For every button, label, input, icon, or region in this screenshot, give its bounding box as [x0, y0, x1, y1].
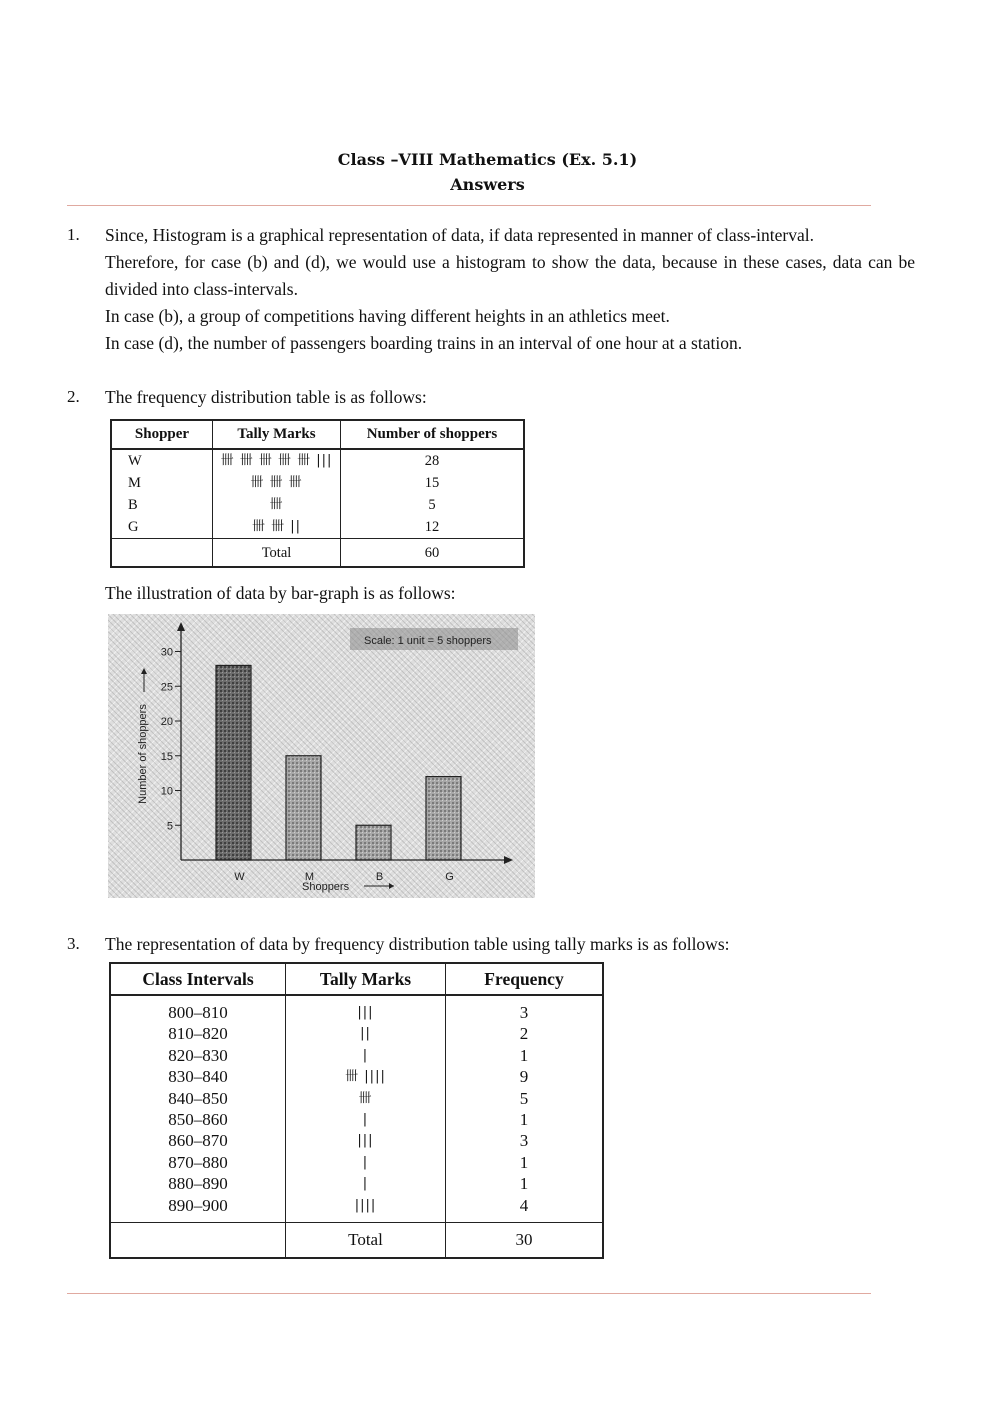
q1-number: 1. [67, 225, 80, 244]
tally-cell: |||| [286, 1195, 446, 1223]
class-interval-frequency-table [109, 962, 604, 1259]
bar-b [356, 825, 391, 860]
count-cell: 5 [428, 497, 436, 513]
y-axis-ticks [161, 647, 181, 833]
table-row [111, 516, 524, 539]
interval-cell: 800–810 [110, 995, 286, 1023]
shopper-frequency-table [110, 419, 525, 568]
tally-cell: | [286, 1109, 446, 1130]
tally-cell: | [286, 1173, 446, 1194]
bar-graph-intro: The illustration of data by bar-graph is as follows: [105, 583, 456, 603]
y-tick-label: 15 [160, 750, 173, 763]
table-header: Tally Marks [286, 963, 446, 995]
frequency-cell: 5 [519, 1088, 529, 1108]
table-row [110, 1195, 603, 1223]
table-row [110, 1023, 603, 1044]
top-divider [67, 205, 871, 206]
y-tick-label: 30 [160, 646, 173, 659]
q3-intro: The representation of data by frequency distribution table using tally marks is as follows: [105, 934, 730, 954]
tally-cell: 卌 |||| [286, 1066, 446, 1087]
count-cell: 12 [424, 519, 440, 535]
table-header: Number of shoppers [341, 420, 525, 449]
table-header: Shopper [111, 420, 213, 449]
tally-cell: 卌 卌 卌 [213, 472, 341, 494]
scale-note: Scale: 1 unit = 5 shoppers [364, 635, 492, 647]
frequency-cell: 1 [519, 1110, 529, 1130]
bottom-divider [67, 1293, 871, 1294]
bar-w [216, 665, 251, 860]
bar-chart-svg [108, 614, 535, 898]
bar-m [286, 756, 321, 860]
interval-cell: 860–870 [110, 1130, 286, 1151]
interval-cell: 890–900 [110, 1195, 286, 1223]
page-title: Class –VIII Mathematics (Ex. 5.1) [337, 150, 638, 169]
q1-line: Therefore, for case (b) and (d), we would use a histogram to show the data, because in these cases, data can be divided into class-intervals. [105, 252, 915, 299]
interval-cell: 880–890 [110, 1173, 286, 1194]
category-label: G [445, 871, 454, 883]
frequency-cell: 1 [519, 1174, 529, 1194]
frequency-cell: 3 [519, 1003, 529, 1022]
table-row [110, 1045, 603, 1066]
category-label: W [234, 871, 245, 883]
count-cell: 28 [424, 453, 440, 469]
q1-answer [105, 222, 915, 357]
frequency-cell: 9 [519, 1067, 529, 1087]
y-label-arrowhead [141, 668, 147, 674]
interval-cell: 850–860 [110, 1109, 286, 1130]
total-label: Total [213, 539, 341, 568]
table-header: Frequency [446, 963, 604, 995]
table-row [111, 449, 524, 472]
y-tick-label: 10 [160, 785, 173, 798]
table-total-row [111, 539, 524, 568]
table-row [110, 1088, 603, 1109]
table-row [111, 494, 524, 516]
shopper-bar-chart [108, 614, 535, 898]
y-tick-label: 5 [166, 820, 173, 833]
tally-cell: | [286, 1045, 446, 1066]
frequency-cell: 1 [519, 1045, 529, 1065]
frequency-cell: 4 [519, 1195, 529, 1215]
x-axis-arrowhead [504, 856, 513, 864]
tally-cell: ||| [286, 1130, 446, 1151]
shopper-cell: B [111, 494, 213, 516]
bar-g [426, 777, 461, 860]
table-total-row [110, 1223, 603, 1259]
total-value: 30 [446, 1223, 604, 1259]
tally-cell: 卌 卌 卌 卌 卌 ||| [213, 449, 341, 472]
table-row [111, 472, 524, 494]
table-row [110, 1173, 603, 1194]
interval-cell: 830–840 [110, 1066, 286, 1087]
frequency-cell: 2 [519, 1024, 529, 1044]
interval-cell: 810–820 [110, 1023, 286, 1044]
tally-cell: | [286, 1152, 446, 1173]
y-axis-label: Number of shoppers [137, 704, 149, 804]
frequency-cell: 3 [519, 1131, 529, 1151]
y-axis-arrowhead [177, 622, 185, 631]
tally-cell: 卌 [286, 1088, 446, 1109]
tally-cell: 卌 卌 || [213, 516, 341, 539]
q2-intro: The frequency distribution table is as follows: [105, 387, 427, 407]
page-subtitle: Answers [450, 175, 525, 194]
tally-cell: 卌 [213, 494, 341, 516]
interval-cell: 820–830 [110, 1045, 286, 1066]
shopper-cell: M [111, 472, 213, 494]
y-tick-label: 20 [160, 716, 173, 728]
q2-number: 2. [67, 387, 80, 406]
table-row [110, 1130, 603, 1151]
category-label: B [375, 871, 384, 883]
interval-cell: 840–850 [110, 1088, 286, 1109]
shopper-cell: G [111, 516, 213, 539]
q1-line: In case (d), the number of passengers boarding trains in an interval of one hour at a station. [105, 333, 743, 353]
table-row [110, 1109, 603, 1130]
y-tick-label: 25 [160, 681, 173, 694]
table-row [110, 1066, 603, 1087]
tally-cell: ||| [286, 995, 446, 1023]
frequency-cell: 1 [519, 1152, 529, 1172]
total-label: Total [286, 1223, 446, 1259]
q3-number: 3. [67, 934, 80, 953]
shopper-cell: W [111, 449, 213, 472]
bars [216, 665, 461, 860]
table-header: Tally Marks [213, 420, 341, 449]
table-row [110, 995, 603, 1023]
category-label: M [304, 871, 315, 883]
table-row [110, 1152, 603, 1173]
table-header: Class Intervals [110, 963, 286, 995]
x-axis-label: Shoppers [302, 881, 350, 893]
q1-line: Since, Histogram is a graphical representation of data, if data represented in manner of class-interval. [105, 225, 814, 245]
tally-cell: || [286, 1023, 446, 1044]
count-cell: 15 [424, 475, 440, 491]
interval-cell: 870–880 [110, 1152, 286, 1173]
total-value: 60 [341, 539, 525, 568]
x-label-arrowhead [389, 883, 394, 889]
q1-line: In case (b), a group of competitions having different heights in an athletics meet. [105, 306, 670, 326]
